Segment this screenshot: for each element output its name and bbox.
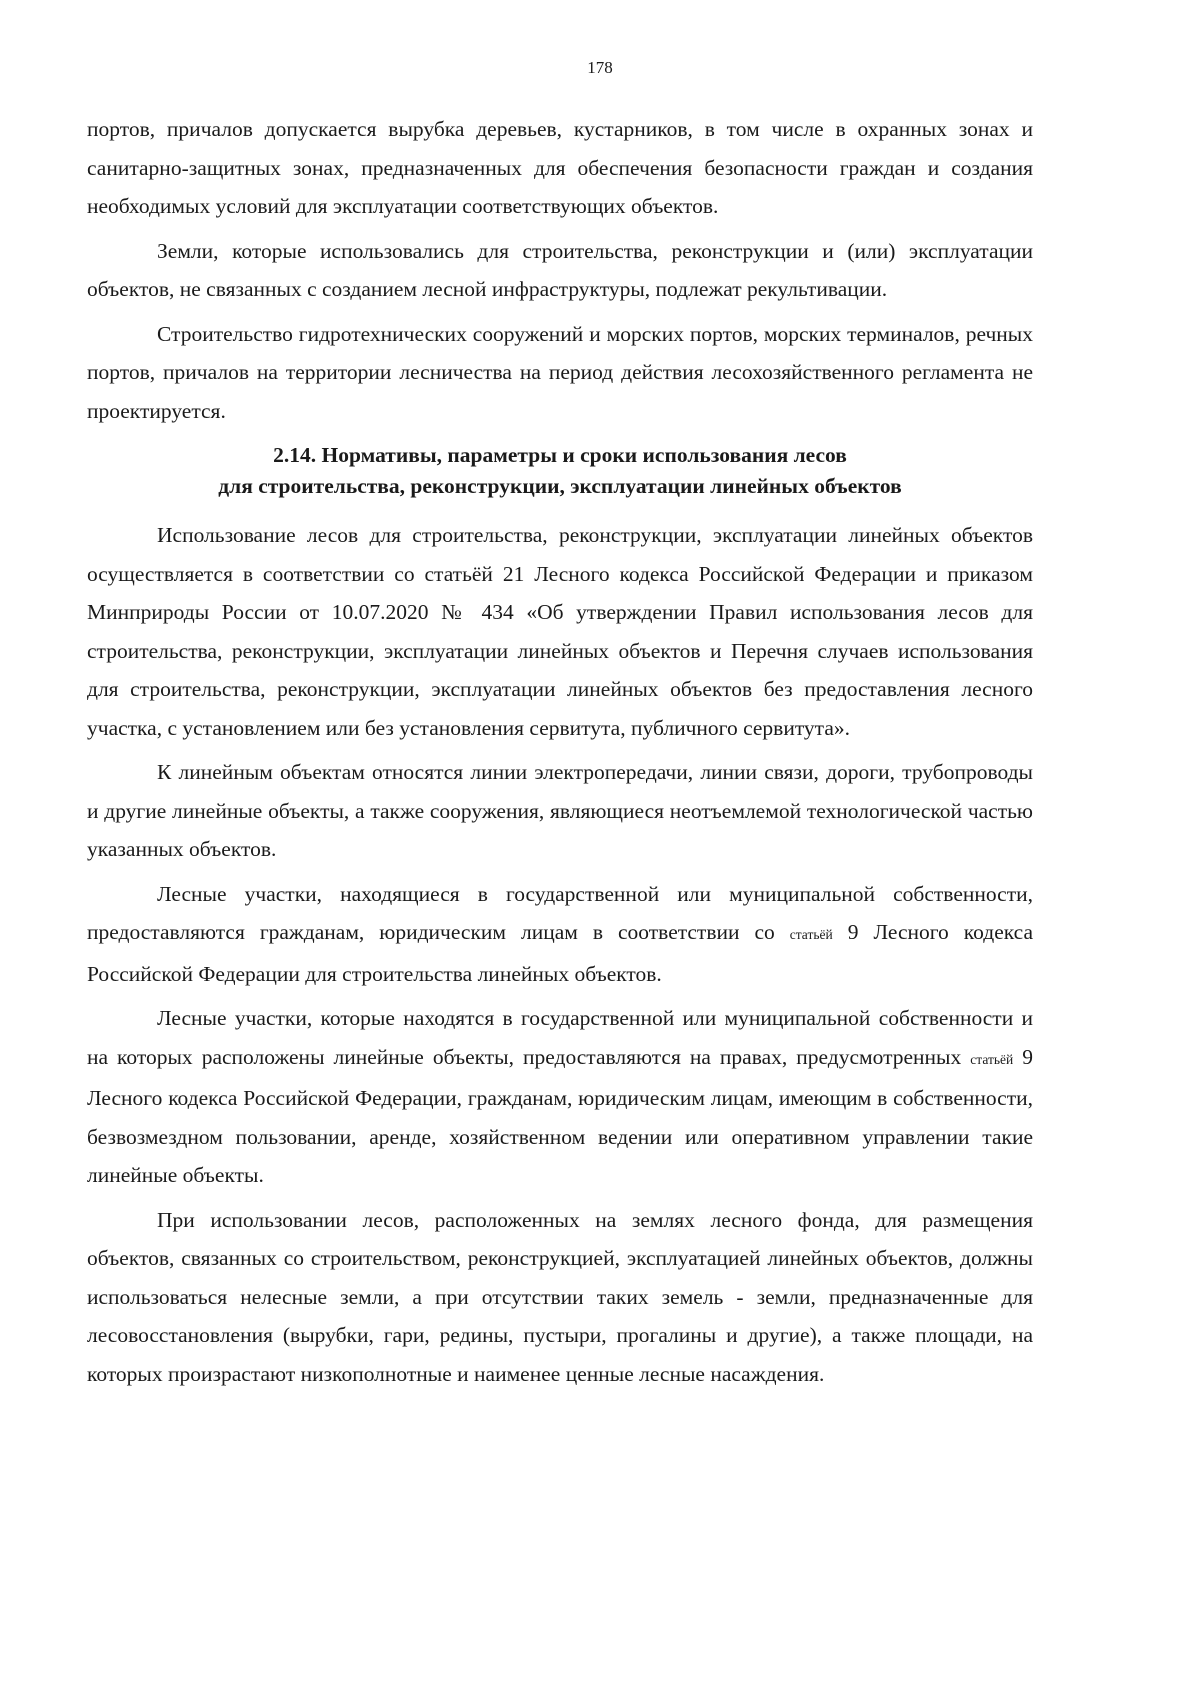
paragraph-forest-use-linear: Использование лесов для строительства, реконструкции, эксплуатации линейных объектов осуществляется в соответствии со статьёй 21 Лесного кодекса Российской Федерации и приказом Минприроды России от 10.07.2020 № 434 «Об утверждении Правил использования лесов для строительства, реконструкции, эксплуатации линейных объектов и Перечня случаев использования для строительства, реконструкции, эксплуатации линейных объектов без предоставления лесного участка, с установлением или без установления сервитута, публичного сервитута». xyxy=(87,523,1033,740)
paragraph-text: 9 Лесного кодекса Российской Федерации для строительства линейных объектов. xyxy=(87,920,1033,986)
paragraph-linear-objects-definition: К линейным объектам относятся линии электропередачи, линии связи, дороги, трубопроводы и другие линейные объекты, а также сооружения, являющиеся неотъемлемой технологической частью указанных объектов. xyxy=(87,760,1033,861)
paragraph-text: Лесные участки, которые находятся в государственной или муниципальной собственности и на которых расположены линейные объекты, предоставляются на правах, предусмотренных xyxy=(87,1006,1033,1069)
page-number: 178 xyxy=(587,58,613,77)
paragraph-forest-plots-provision xyxy=(87,875,1033,994)
paragraph-land-recultivation: Земли, которые использовались для строительства, реконструкции и (или) эксплуатации объектов, не связанных с созданием лесной инфраструктуры, подлежат рекультивации. xyxy=(87,238,1033,301)
article-reference: статьёй xyxy=(789,927,833,942)
article-reference: статьёй xyxy=(970,1051,1014,1067)
paragraph-forest-plots-rights xyxy=(87,999,1033,1195)
section-heading-line-2: для строительства, реконструкции, эксплуатации линейных объектов xyxy=(218,474,902,498)
paragraph-text: Лесные участки, находящиеся в государственной или муниципальной собственности, предоставляются гражданам, юридическим лицам в соответствии со xyxy=(87,881,1033,944)
document-body xyxy=(87,110,1033,1393)
paragraph-nonforest-lands: При использовании лесов, расположенных на землях лесного фонда, для размещения объектов, связанных со строительством, реконструкцией, эксплуатацией линейных объектов, должны использоваться нелесные земли, а при отсутствии таких земель - земли, предназначенные для лесовосстановления (вырубки, гари, редины, пустыри, прогалины и другие), а также площади, на которых произрастают низкополнотные и наименее ценные лесные насаждения. xyxy=(87,1207,1033,1386)
paragraph-text: 9 Лесного кодекса Российской Федерации, гражданам, юридическим лицам, имеющим в собственности, безвозмездном пользовании, аренде, хозяйственном ведении или оперативном управлении такие линейные объекты. xyxy=(87,1044,1034,1187)
paragraph-continuation: портов, причалов допускается вырубка деревьев, кустарников, в том числе в охранных зонах и санитарно-защитных зонах, предназначенных для обеспечения безопасности граждан и создания необходимых условий для эксплуатации соответствующих объектов. xyxy=(87,117,1033,218)
section-heading xyxy=(87,440,1033,502)
section-heading-line-1: 2.14. Нормативы, параметры и сроки использования лесов xyxy=(273,443,847,467)
paragraph-hydro-construction: Строительство гидротехнических сооружений и морских портов, морских терминалов, речных портов, причалов на территории лесничества на период действия лесохозяйственного регламента не проектируется. xyxy=(87,321,1033,423)
